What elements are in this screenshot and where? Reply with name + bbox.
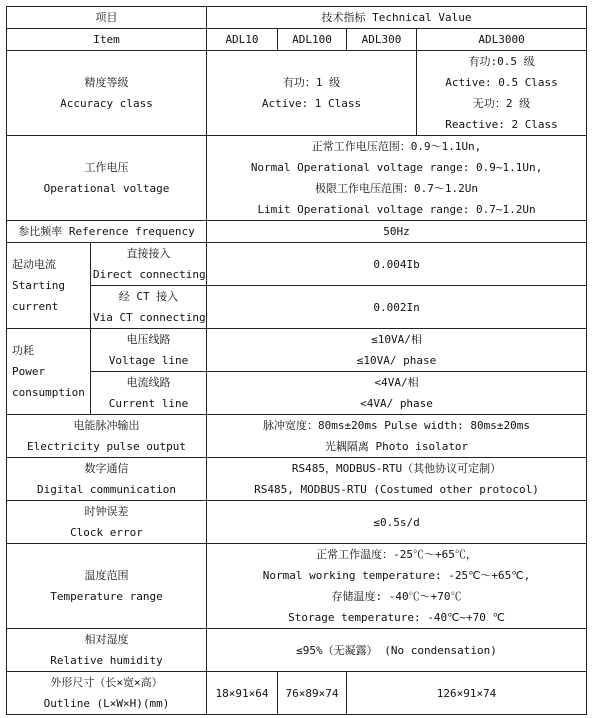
clock-label-cn: 时钟误差 xyxy=(84,505,129,518)
outline-label xyxy=(7,672,207,715)
technical-parameters-table xyxy=(6,6,587,715)
comm-label-en: Digital communication xyxy=(36,483,177,496)
accuracy-3000-line-3: 无功：2 级 xyxy=(472,97,531,110)
direct-label-en: Direct connecting xyxy=(93,268,206,281)
clock-row xyxy=(7,501,587,544)
starting-direct-value: 0.004Ib xyxy=(207,243,587,286)
power-label-cn: 功耗 xyxy=(12,344,34,357)
spec-sheet xyxy=(6,6,587,715)
comm-row xyxy=(7,458,587,501)
power-current-value xyxy=(207,372,587,415)
voltage-line-label-en: Voltage line xyxy=(108,354,189,367)
starting-label-en-2: current xyxy=(12,300,59,313)
clock-label xyxy=(7,501,207,544)
starting-ct-label xyxy=(91,286,207,329)
power-label xyxy=(7,329,91,415)
accuracy-row xyxy=(7,51,587,136)
accuracy-label-cn: 精度等级 xyxy=(84,76,129,89)
accuracy-3000-line-1: 有功:0.5 级 xyxy=(468,55,535,68)
temperature-label xyxy=(7,544,207,629)
voltage-line-3: 极限工作电压范围：0.7～1.2Un xyxy=(315,182,478,195)
model-adl300: ADL300 xyxy=(347,29,417,51)
starting-direct-row xyxy=(7,243,587,286)
humidity-label xyxy=(7,629,207,672)
comm-line-1: RS485，MODBUS-RTU（其他协议可定制） xyxy=(291,462,502,475)
pulse-label-en: Electricity pulse output xyxy=(27,440,186,453)
power-voltage-value-en: ≤10VA/ phase xyxy=(356,354,437,367)
current-line-label-en: Current line xyxy=(108,397,189,410)
pulse-line-1: 脉冲宽度：80ms±20ms Pulse width: 80ms±20ms xyxy=(263,419,530,432)
outline-adl10: 18×91×64 xyxy=(207,672,278,715)
frequency-label: 参比频率 Reference frequency xyxy=(7,221,207,243)
header-row-1 xyxy=(7,7,587,29)
outline-label-cn: 外形尺寸（长×宽×高） xyxy=(50,676,163,689)
model-adl10: ADL10 xyxy=(207,29,278,51)
voltage-line-1: 正常工作电压范围：0.9～1.1Un, xyxy=(311,140,482,153)
accuracy-adl10-300 xyxy=(207,51,417,136)
voltage-line-4: Limit Operational voltage range: 0.7~1.2Un xyxy=(257,203,536,216)
comm-label xyxy=(7,458,207,501)
header-row-2 xyxy=(7,29,587,51)
power-current-value-en: <4VA/ phase xyxy=(360,397,433,410)
voltage-label-en: Operational voltage xyxy=(43,182,170,195)
temperature-value xyxy=(207,544,587,629)
power-current-row xyxy=(7,372,587,415)
starting-ct-row xyxy=(7,286,587,329)
humidity-row xyxy=(7,629,587,672)
power-voltage-row xyxy=(7,329,587,372)
accuracy-3000-line-2: Active: 0.5 Class xyxy=(445,76,558,89)
power-voltage-value xyxy=(207,329,587,372)
tech-value-header: 技术指标 Technical Value xyxy=(207,7,587,29)
model-adl3000: ADL3000 xyxy=(417,29,587,51)
power-voltage-value-cn: ≤10VA/相 xyxy=(371,333,422,346)
ct-label-en: Via CT connecting xyxy=(93,311,206,324)
comm-label-cn: 数字通信 xyxy=(84,462,129,475)
voltage-value xyxy=(207,136,587,221)
model-adl100: ADL100 xyxy=(278,29,347,51)
pulse-value xyxy=(207,415,587,458)
ct-label-cn: 经 CT 接入 xyxy=(118,290,179,303)
frequency-row xyxy=(7,221,587,243)
clock-label-en: Clock error xyxy=(70,526,143,539)
outline-adl300-3000: 126×91×74 xyxy=(347,672,587,715)
outline-adl100: 76×89×74 xyxy=(278,672,347,715)
item-header-en: Item xyxy=(7,29,207,51)
voltage-row xyxy=(7,136,587,221)
humidity-label-cn: 相对湿度 xyxy=(84,633,129,646)
accuracy-adl3000 xyxy=(417,51,587,136)
temperature-line-4: Storage temperature: -40℃~+70 ℃ xyxy=(288,611,505,624)
direct-label-cn: 直接接入 xyxy=(126,247,171,260)
current-line-label-cn: 电流线路 xyxy=(126,376,171,389)
starting-ct-value: 0.002In xyxy=(207,286,587,329)
comm-value xyxy=(207,458,587,501)
pulse-label xyxy=(7,415,207,458)
starting-label-en-1: Starting xyxy=(12,279,65,292)
accuracy-3000-line-4: Reactive: 2 Class xyxy=(445,118,558,131)
temperature-line-3: 存储温度: -40℃～+70℃ xyxy=(331,590,462,603)
power-label-en-2: consumption xyxy=(12,386,85,399)
voltage-line-label-cn: 电压线路 xyxy=(126,333,171,346)
starting-direct-label xyxy=(91,243,207,286)
item-header-cn: 项目 xyxy=(7,7,207,29)
frequency-value: 50Hz xyxy=(207,221,587,243)
humidity-label-en: Relative humidity xyxy=(50,654,163,667)
voltage-label-cn: 工作电压 xyxy=(84,161,129,174)
pulse-label-cn: 电能脉冲输出 xyxy=(73,419,140,432)
voltage-line-2: Normal Operational voltage range: 0.9~1.1Un, xyxy=(250,161,543,174)
pulse-row xyxy=(7,415,587,458)
clock-value: ≤0.5s/d xyxy=(207,501,587,544)
power-label-en-1: Power xyxy=(12,365,46,378)
power-current-value-cn: <4VA/相 xyxy=(374,376,419,389)
temperature-line-2: Normal working temperature: -25℃～+65℃, xyxy=(262,569,531,582)
temperature-row xyxy=(7,544,587,629)
starting-label xyxy=(7,243,91,329)
pulse-line-2: 光耦隔离 Photo isolator xyxy=(324,440,469,453)
power-voltage-label xyxy=(91,329,207,372)
voltage-label xyxy=(7,136,207,221)
accuracy-label-en: Accuracy class xyxy=(60,97,153,110)
accuracy-active-en: Active: 1 Class xyxy=(261,97,362,110)
accuracy-label xyxy=(7,51,207,136)
humidity-value: ≤95%（无凝露） (No condensation) xyxy=(207,629,587,672)
temperature-line-1: 正常工作温度：-25℃～+65℃， xyxy=(316,548,477,561)
temperature-label-en: Temperature range xyxy=(50,590,163,603)
accuracy-active-cn: 有功：1 级 xyxy=(282,76,341,89)
starting-label-cn: 起动电流 xyxy=(12,258,56,271)
outline-label-en: Outline (L×W×H)(mm) xyxy=(43,697,170,710)
comm-line-2: RS485, MODBUS-RTU (Costumed other protocol) xyxy=(254,483,539,496)
power-current-label xyxy=(91,372,207,415)
outline-row xyxy=(7,672,587,715)
temperature-label-cn: 温度范围 xyxy=(84,569,129,582)
